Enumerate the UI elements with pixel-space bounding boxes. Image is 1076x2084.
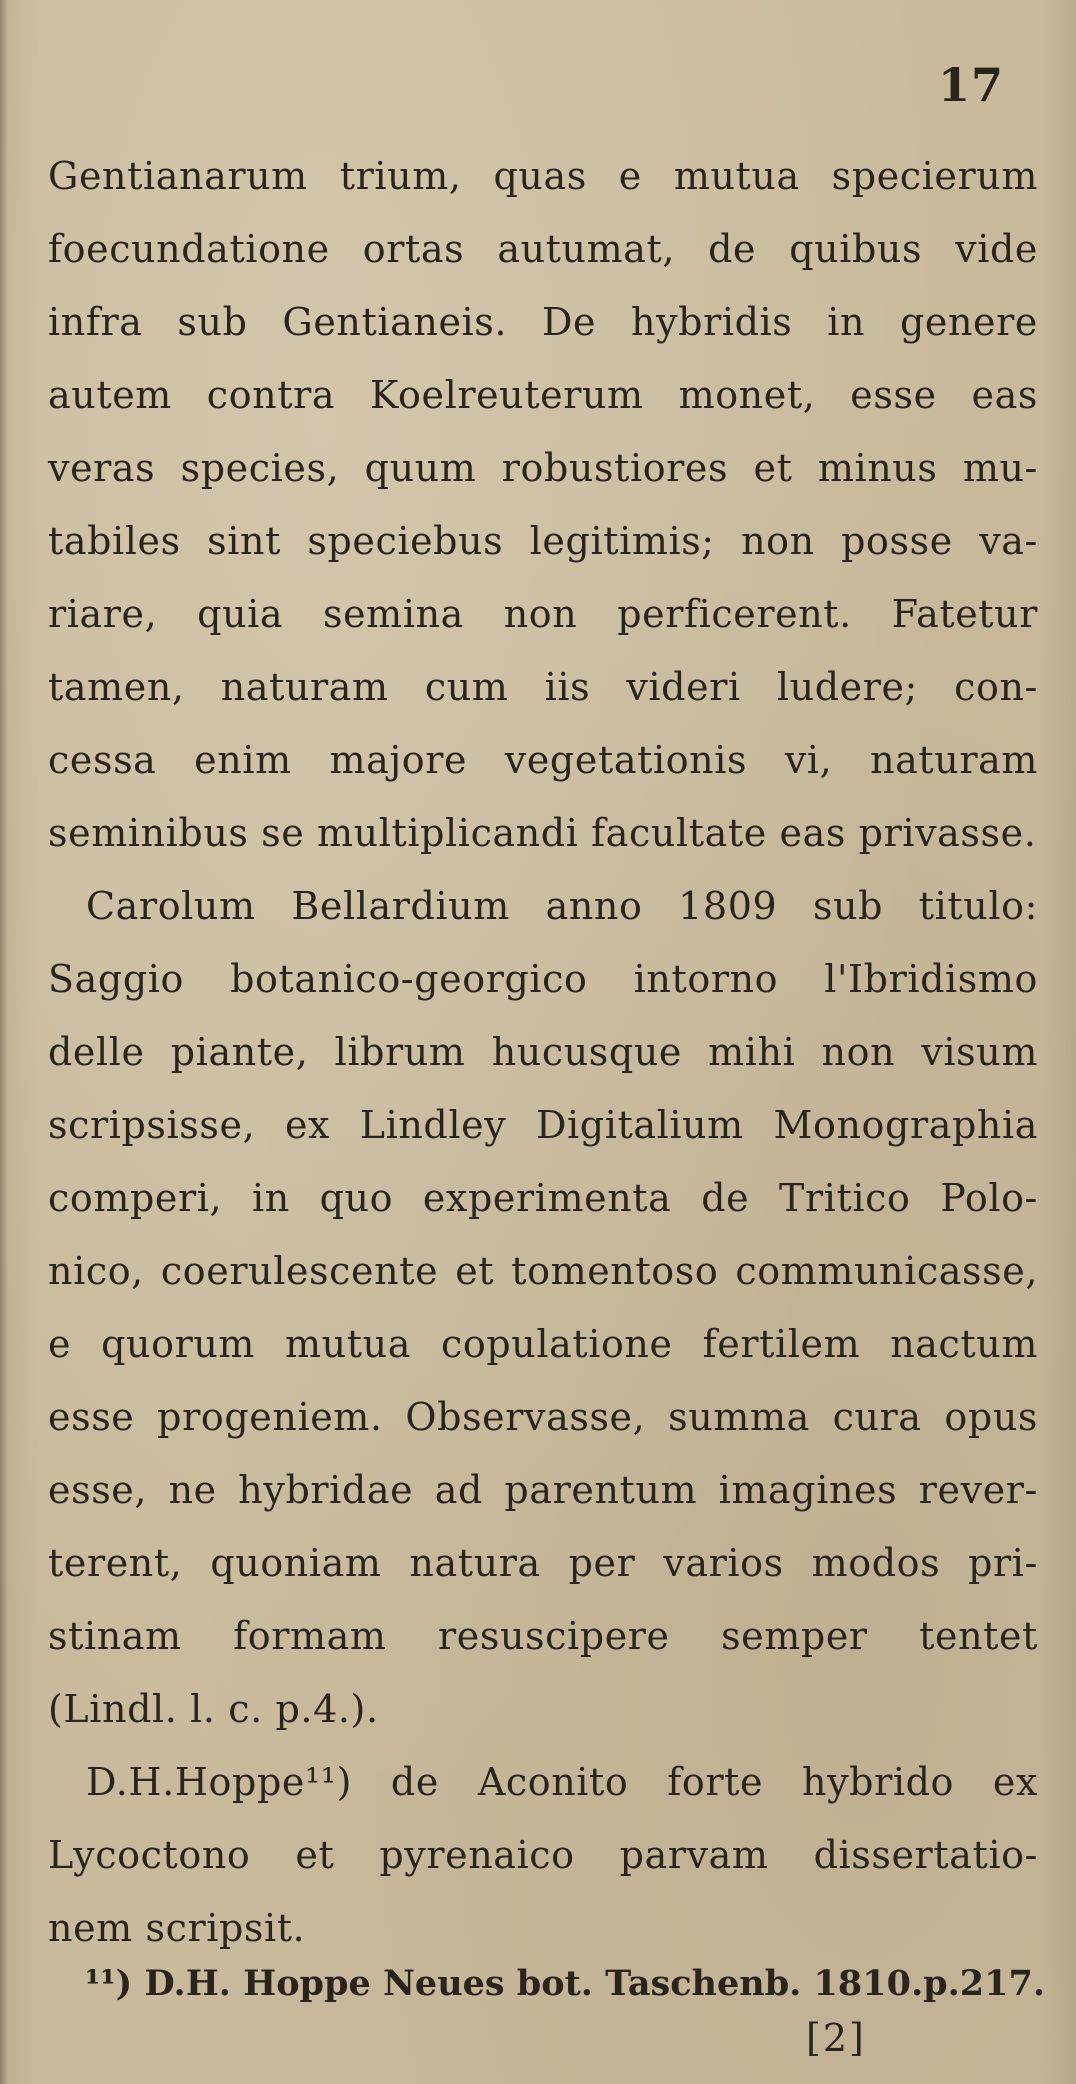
text-line: Gentianarum trium, quas e mutua specierum: [48, 154, 1038, 198]
text-line: seminibus se multiplicandi facultate eas privasse.: [48, 811, 1037, 855]
text-line: esse, ne hybridae ad parentum imagines rever-: [48, 1468, 1038, 1512]
text-line: veras species, quum robustiores et minus mu-: [48, 446, 1038, 490]
text-line: comperi, in quo experimenta de Tritico Polo-: [48, 1176, 1038, 1220]
text-line: nem scripsit.: [48, 1906, 306, 1950]
text-line: infra sub Gentianeis. De hybridis in genere: [48, 300, 1038, 344]
text-line: (Lindl. l. c. p.4.).: [48, 1687, 379, 1731]
text-line: delle piante, librum hucusque mihi non visum: [48, 1030, 1038, 1074]
text-line: stinam formam resuscipere semper tentet: [48, 1614, 1038, 1658]
page-number: 17: [937, 58, 1004, 112]
text-line: nico, coerulescente et tomentoso communicasse,: [48, 1249, 1038, 1293]
footnote: ¹¹) D.H. Hoppe Neues bot. Taschenb. 1810.p.217.: [85, 1963, 1046, 2004]
text-line: scripsisse, ex Lindley Digitalium Monographia: [48, 1103, 1038, 1147]
signature-mark: [2]: [806, 2016, 866, 2060]
text-line: e quorum mutua copulatione fertilem nactum: [48, 1322, 1038, 1366]
text-line: autem contra Koelreuterum monet, esse eas: [48, 373, 1038, 417]
text-line: Lycoctono et pyrenaico parvam dissertatio-: [48, 1833, 1038, 1877]
page-edge-shadow: [0, 0, 8, 2084]
text-line: esse progeniem. Observasse, summa cura opus: [48, 1395, 1038, 1439]
text-line: D.H.Hoppe¹¹) de Aconito forte hybrido ex: [86, 1760, 1038, 1804]
text-line: tamen, naturam cum iis videri ludere; con-: [48, 665, 1038, 709]
text-line: terent, quoniam natura per varios modos pri-: [48, 1541, 1038, 1585]
body-text: [48, 140, 1038, 1965]
text-line: cessa enim majore vegetationis vi, naturam: [48, 738, 1038, 782]
text-line: tabiles sint speciebus legitimis; non posse va-: [48, 519, 1038, 563]
text-line: foecundatione ortas autumat, de quibus vide: [48, 227, 1038, 271]
text-line: riare, quia semina non perficerent. Fatetur: [48, 592, 1038, 636]
text-line: Carolum Bellardium anno 1809 sub titulo:: [86, 884, 1038, 928]
text-line: Saggio botanico-georgico intorno l'Ibridismo: [48, 957, 1038, 1001]
